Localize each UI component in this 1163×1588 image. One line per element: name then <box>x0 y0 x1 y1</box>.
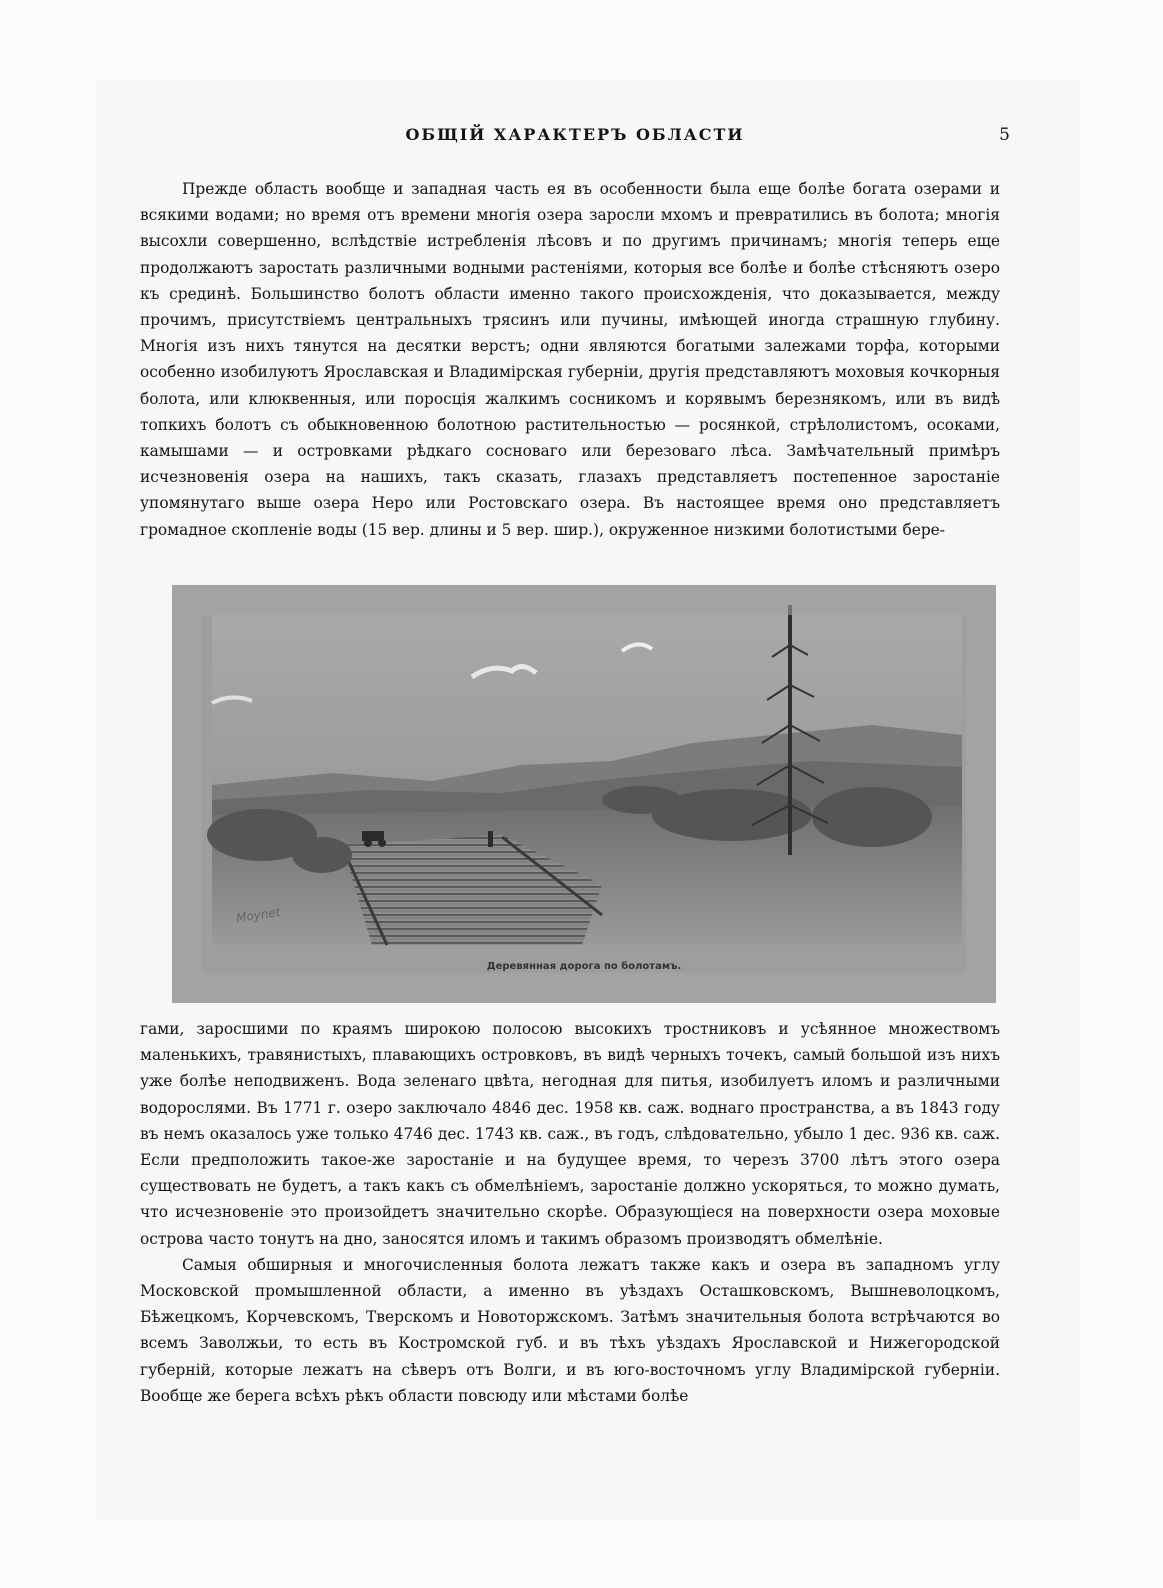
figure-caption: Деревянная дорога по болотамъ. <box>486 961 682 972</box>
engraver-signature: Moynet <box>235 904 282 926</box>
text-block-top <box>140 176 1000 543</box>
paragraph: гами, заросшими по краямъ широкою полосою высокихъ тростниковъ и усѣянное множествомъ маленькихъ, травянистыхъ, плавающихъ островковъ, въ видѣ черныхъ точекъ, самый большой изъ нихъ уже болѣе неподвиженъ. Вода зеленаго цвѣта, негодная для питья, изобилуетъ иломъ и различными водорослями. Въ 1771 г. озеро заключало 4846 дес. 1958 кв. саж. воднаго пространства, а въ 1843 году въ немъ оказалось уже только 4746 дес. 1743 кв. саж., въ годъ, слѣдовательно, убыло 1 дес. 936 кв. саж. Если предположить такое-же заростаніе и на будущее время, то черезъ 3700 лѣтъ этого озера существовать не будетъ, а такъ какъ съ обмелѣніемъ, заростаніе должно ускоряться, то можно думать, что исчезновеніе это произойдетъ значительно скорѣе. Образующіеся на поверхности озера моховые острова часто тонутъ на дно, заносятся иломъ и такимъ образомъ производятъ обмелѣніе. <box>140 1020 1000 1248</box>
engraving-illustration <box>172 585 996 1003</box>
running-title: ОБЩІЙ ХАРАКТЕРЪ ОБЛАСТИ <box>405 125 745 144</box>
engraving-figure <box>172 585 996 1003</box>
paragraph: Самыя обширныя и многочисленныя болота лежатъ также какъ и озера въ западномъ углу Московской промышленной области, а именно въ уѣздахъ Осташковскомъ, Вышневолоцкомъ, Бѣжецкомъ, Корчевскомъ, Тверскомъ и Новоторжскомъ. Затѣмъ значительныя болота встрѣчаются во всемъ Заволжьи, то есть въ Костромской губ. и въ тѣхъ уѣздахъ Ярославской и Нижегородской губерній, которые лежатъ на сѣверъ отъ Волги, и въ юго-восточномъ углу Владимірской губерніи. Вообще же берега всѣхъ рѣкъ области повсюду или мѣстами болѣе <box>140 1255 1000 1405</box>
paragraph: Прежде область вообще и западная часть ея въ особенности была еще болѣе богата озерами и всякими водами; но время отъ времени многія озера заросли мхомъ и превратились въ болота; многія высохли совершенно, вслѣдствіе истребленія лѣсовъ и по другимъ причинамъ; многія теперь еще продолжаютъ заростать различными водными растеніями, которыя все болѣе и болѣе стѣсняютъ озеро къ срединѣ. Большинство болотъ области именно такого происхожденія, что доказывается, между прочимъ, присутствіемъ центральныхъ трясинъ или пучины, имѣющей иногда страшную глубину. Многія изъ нихъ тянутся на десятки верстъ; одни являются богатыми залежами торфа, которыми особенно изобилуютъ Ярославская и Владимірская губерніи, другія представляютъ моховыя кочкорныя болота, или клюквенныя, или поросція жалкимъ сосникомъ и корявымъ березнякомъ, или въ видѣ топкихъ болотъ съ обыкновенною болотною растительностью — росянкой, стрѣлолистомъ, осоками, камышами — и островками рѣдкаго сосноваго или березоваго лѣса. Замѣчательный примѣръ исчезновенія озера на нашихъ, такъ сказать, глазахъ представляетъ постепенное заростаніе упомянутаго выше озера Неро или Ростовскаго озера. Въ настоящее время оно представляетъ громадное скопленіе воды (15 вер. длины и 5 вер. шир.), окруженное низкими болотистыми бере- <box>140 180 1000 539</box>
page-header <box>140 125 1010 149</box>
text-block-bottom <box>140 1016 1000 1409</box>
page-number: 5 <box>999 125 1010 145</box>
